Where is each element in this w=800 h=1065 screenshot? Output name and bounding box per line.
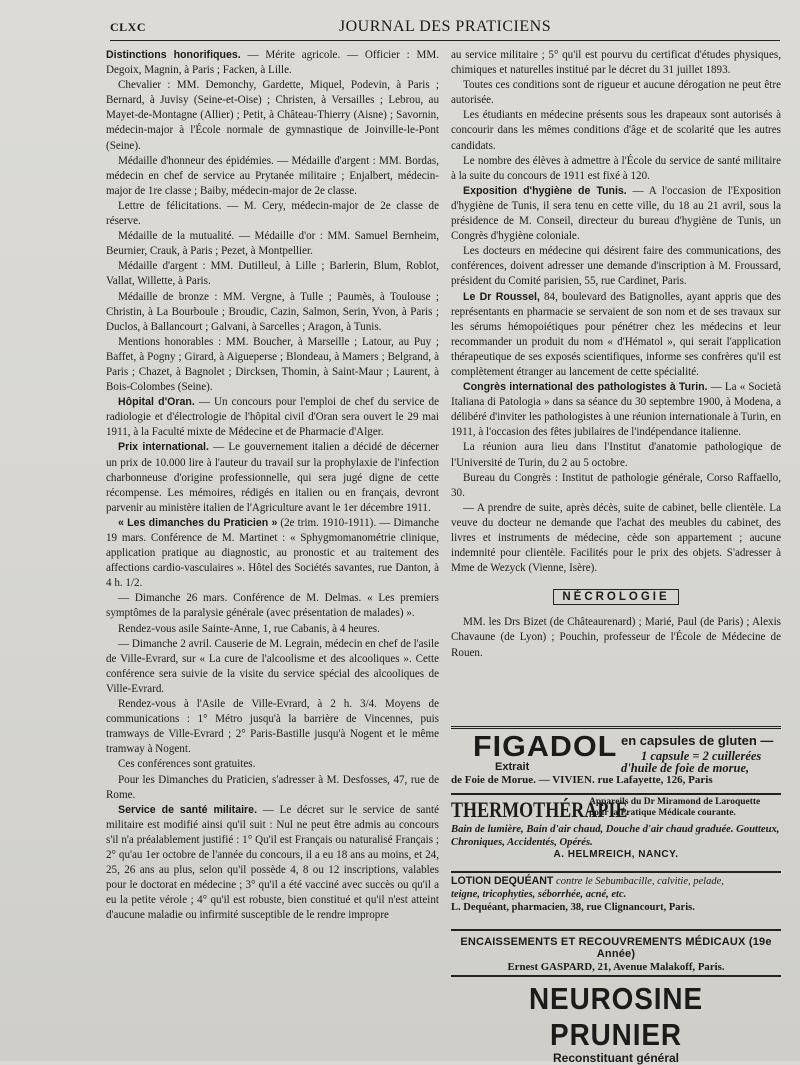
paragraph-medaille-epidemies: Médaille d'honneur des épidémies. — Médaille d'argent : MM. Bordas, médecin en chef de service au Prytanée militaire ; Enjalbert, médecin-major de 1re classe ; Baiby, médecin-major de 2e classe. — [106, 154, 439, 197]
paragraph-rendez-vous-1: Rendez-vous asile Sainte-Anne, 1, rue Cabanis, à 4 heures. — [118, 622, 380, 635]
paragraph-medaille-argent: Médaille d'argent : MM. Dutilleul, à Lille ; Barlerin, Blum, Roblot, Vallat, Willette, à Paris. — [106, 260, 439, 288]
encaissements-title: ENCAISSEMENTS ET RECOUVREMENTS MÉDICAUX (19e Année) — [460, 936, 772, 960]
paragraph-gratuites: Ces conférences sont gratuites. — [118, 758, 256, 771]
paragraph-dimanches — [106, 516, 439, 591]
figadol-capsules: en capsules de gluten — — [621, 733, 774, 748]
text-prix-international: — Le gouvernement italien a décidé de décerner un prix de 10.000 lire à l'auteur du travail sur la prophylaxie de l'infection charbonneuse d'origine professionnelle, qui sera jugé digne de cette récompense. Les mémoires, rédigés en italien ou en français, devront parvenir au ministère italien de l'Agriculture avant le 1er décembre 1911. — [106, 441, 439, 514]
text-roussel: 84, boulevard des Batignolles, ayant appris que des représentants en pharmacie se servaient de son nom et de ses travaux sur les sérums hémopoiétiques pour pénétrer chez les médecins et leur recommander un produit du nom « d'Hématol », qui serait l'application thérapeutique de ses exposés scientifiques, informe ses confrères qu'il est complètement étranger au lancement de cette spécialité. — [451, 290, 781, 378]
thermotherapie-brand: THERMOTHÉRAPIE — [451, 797, 628, 822]
page-header — [110, 18, 780, 41]
neurosine-brand: NEUROSINE PRUNIER — [529, 981, 703, 1052]
paragraph-rendez-vous-2: Rendez-vous à l'Asile de Ville-Evrard, à 2 h. 3/4. Moyens de communications : 1° Métro jusqu'à la barrière de Vincennes, puis tramways de Ville-Evrard ; 2° Paris-Bastille jusqu'à Nogent et le même tramway à Nogent. — [106, 698, 439, 756]
paragraph-nombre-eleves: Le nombre des élèves à admettre à l'École du service de santé militaire à la suite du concours de 1911 est fixé à 120. — [451, 154, 781, 182]
figadol-huile: d'huile de foie de morue, — [621, 761, 750, 775]
figadol-dose: 1 capsule = 2 cuillerées — [641, 749, 762, 763]
heading-roussel: Le Dr Roussel, — [463, 290, 540, 303]
paragraph-felicitations: Lettre de félicitations. — M. Cery, médecin-major de 2e classe de réserve. — [106, 199, 439, 228]
ad-thermotherapie — [451, 795, 781, 873]
paragraph-conditions: Toutes ces conditions sont de rigueur et aucune dérogation ne peut être autorisée. — [451, 79, 781, 107]
lotion-line2: teigne, tricophyties, séborrhée, acné, etc. — [451, 889, 627, 900]
lotion-line3: L. Dequéant, pharmacien, 38, rue Clignancourt, Paris. — [451, 902, 695, 913]
ad-figadol — [451, 726, 781, 795]
ad-lotion-dequeant — [451, 873, 781, 931]
thermotherapie-appareils: Appareils du Dr Miramond de Laroquette pour la Pratique Médicale courante. — [589, 797, 761, 818]
thermotherapie-description: Bain de lumière, Bain d'air chaud, Douche d'air chaud graduée. Goutteux, Chroniques, Accidentés, Opérés. — [451, 824, 780, 848]
encaissements-address: Ernest GASPARD, 21, Avenue Malakoff, Paris. — [507, 961, 725, 973]
lotion-line1: contre le Sebumbacille, calvitie, pelade, — [553, 876, 724, 887]
text-hopital-oran: — Un concours pour l'emploi de chef du service de radiologie et d'électrologie de l'hôpital civil d'Oran sera ouvert le 29 mai 1911, à la Faculté mixte de Médecine et de Pharmacie d'Alger. — [106, 396, 439, 439]
paragraph-reunion: La réunion aura lieu dans l'Institut d'anatomie pathologique de l'Université de Turin, du 2 au 5 octobre. — [451, 441, 781, 469]
heading-service-sante: Service de santé militaire. — [118, 803, 258, 816]
advertisements — [451, 726, 781, 1065]
paragraph-hopital-oran — [106, 395, 439, 440]
paragraph-roussel — [451, 290, 781, 381]
paragraph-prix-international — [106, 440, 439, 515]
heading-dimanches: « Les dimanches du Praticien » — [118, 516, 278, 529]
text-dimanches: (2e trim. 1910-1911). — Dimanche 19 mars. Conférence de M. Martinet : « Sphygmomanométrie clinique, application pratique au diagnostic, au pronostic et au traitement des affections cardio-vasculaires ». Hôtel des Sociétés savantes, rue Danton, à 4 h. 1/2. — [106, 516, 439, 590]
paragraph-distinctions — [106, 48, 439, 78]
figadol-address: de Foie de Morue. — VIVIEN. rue Lafayette, 126, Paris — [451, 774, 713, 786]
text-distinctions: — Mérite agricole. — Officier : MM. Degoix, Magnin, à Paris ; Facken, à Lille. — [106, 49, 439, 77]
paragraph-cabinet: — A prendre de suite, après décès, suite de cabinet, belle clientèle. La veuve du docteur ne demande que l'achat des meubles du cabinet, des livres et instruments de médecine, cède son appartement ; aucune indemnité pour clientèle. Facilités pour le prix des objets. S'adresser à Mme de Wezyck (Vienne, Isère). — [451, 501, 781, 575]
paragraph-mentions: Mentions honorables : MM. Boucher, à Marseille ; Latour, au Puy ; Baffet, à Pogny ; Girard, à Aigueperse ; Blondeau, à Mamers ; Belgrand, à Paris ; Chazet, à Bagnolet ; Dircksen, Thomin, à Saint-Maur ; Laurent, à Bois-Colombes (Seine). — [106, 335, 439, 394]
paragraph-bureau: Bureau du Congrès : Institut de pathologie générale, Corso Raffaello, 30. — [451, 471, 781, 499]
thermotherapie-signature: A. HELMREICH, NANCY. — [553, 849, 679, 860]
paragraph-docteurs: Les docteurs en médecine qui désirent faire des communications, des conférences, doivent adresser une demande d'inscription à M. Froussard, président du Comité parisien, 55, rue Cardinet, Paris. — [451, 245, 781, 288]
lotion-brand: LOTION DEQUÉANT — [451, 875, 554, 887]
heading-prix-international: Prix international. — [118, 441, 209, 454]
heading-exposition-tunis: Exposition d'hygiène de Tunis. — [463, 184, 627, 197]
right-column — [451, 48, 781, 661]
paragraph-service-sante — [106, 803, 439, 924]
heading-distinctions: Distinctions honorifiques. — [106, 49, 241, 61]
paragraph-etudiants: Les étudiants en médecine présents sous les drapeaux sont autorisés à concourir dans les mêmes conditions d'âge et de scolarité que les autres candidats. — [451, 109, 781, 152]
paragraph-exposition-tunis — [451, 184, 781, 244]
paragraph-adresser: Pour les Dimanches du Praticien, s'adresser à M. Desfosses, 47, rue de Rome. — [106, 773, 439, 801]
ad-encaissements — [451, 931, 781, 977]
left-column — [106, 48, 439, 923]
figadol-brand: FIGADOL — [473, 731, 618, 763]
paragraph-chevalier: Chevalier : MM. Demonchy, Gardette, Miquel, Podevin, à Paris ; Bernard, à Juvisy (Seine-et-Oise) ; Christen, à Versailles ; Lebrou, au Mayet-de-Montagne (Allier) ; Petit, à Château-Thierry (Aisne) ; Savornin, médecin-major à l'École normale de gymnastique de Joinville-le-Pont (Seine). — [106, 79, 439, 152]
journal-title: JOURNAL DES PRATICIENS — [338, 18, 552, 35]
heading-hopital-oran: Hôpital d'Oran. — [118, 396, 195, 409]
paragraph-medaille-bronze: Médaille de bronze : MM. Vergne, à Tulle ; Paumès, à Toulouse ; Christin, à La Bourboule ; Broudic, Cazin, Salmon, Serin, Yvon, à Paris ; Duclos, à Ballancourt ; Galvani, à Sarcelles ; Aragon, à Tunis. — [106, 290, 439, 333]
paragraph-dimanche-2-avril: — Dimanche 2 avril. Causerie de M. Legrain, médecin en chef de l'asile de Ville-Evrard, sur « La cure de l'alcoolisme et des alcooliques ». Cette conférence sera suivie de la visite du service spécial des alcooliques de Ville-Evrard. — [106, 637, 439, 695]
page-number: CLXC — [110, 20, 147, 34]
text-congres-turin: — La « Società Italiana di Patologia » dans sa séance du 30 septembre 1900, à Modena, a délibéré d'inviter les pathologistes à une réunion internationale à Turin, en 1911, à l'occasion des fêtes jubilaires de l'indépendance italienne. — [451, 381, 781, 439]
paragraph-congres-turin — [451, 380, 781, 440]
necrologie-title: NÉCROLOGIE — [451, 590, 781, 605]
paragraph-service-suite: au service militaire ; 5° qu'il est pourvu du certificat d'études physiques, chimiques et naturelles institué par le décret du 31 juillet 1893. — [451, 49, 781, 77]
paragraph-dimanche-26: — Dimanche 26 mars. Conférence de M. Delmas. « Les premiers symptômes de la paralysie générale (avec présentation de malades) ». — [106, 592, 439, 620]
text-exposition-tunis: — A l'occasion de l'Exposition d'hygiène de Tunis, il sera tenu en cette ville, du 18 au 21 avril, sous la présidence de M. Conseil, directeur du bureau d'hygiène de Tunis, un Congrès d'hygiène coloniale. — [451, 184, 781, 243]
text-service-sante: — Le décret sur le service de santé militaire est modifié ainsi qu'il suit : Nul ne peut être admis au concours s'il n'a préalablement justifié : 1° Qu'il est Français ou naturalisé Français ; 2° qu'au 1er octobre de l'année du concours, il a eu 18 ans au moins, et 24, 25, 26 ans au plus, selon qu'il possède 4, 8 ou 12 inscriptions, valables pour le doctorat en médecine ; 3° qu'il a été vacciné avec succès ou qu'il a eu la petite vérole ; 4° qu'il est robuste, bien constitué et qu'il n'est atteint d'aucune maladie ou infirmité susceptible de le rendre impropre — [106, 803, 439, 922]
neurosine-subtitle: Reconstituant général — [552, 1051, 680, 1065]
ad-neurosine — [451, 977, 781, 1065]
heading-congres-turin: Congrès international des pathologistes à Turin. — [463, 381, 708, 394]
paragraph-mutualite: Médaille de la mutualité. — Médaille d'or : MM. Samuel Bernheim, Beurnier, Crauk, à Paris ; Pezet, à Montpellier. — [106, 230, 439, 258]
figadol-extrait: Extrait — [495, 761, 530, 773]
paragraph-necrologie: MM. les Drs Bizet (de Châteaurenard) ; Marié, Paul (de Paris) ; Alexis Chavaune (de Lyon) ; Pouchin, professeur de l'École de Médecine de Rouen. — [451, 616, 781, 659]
